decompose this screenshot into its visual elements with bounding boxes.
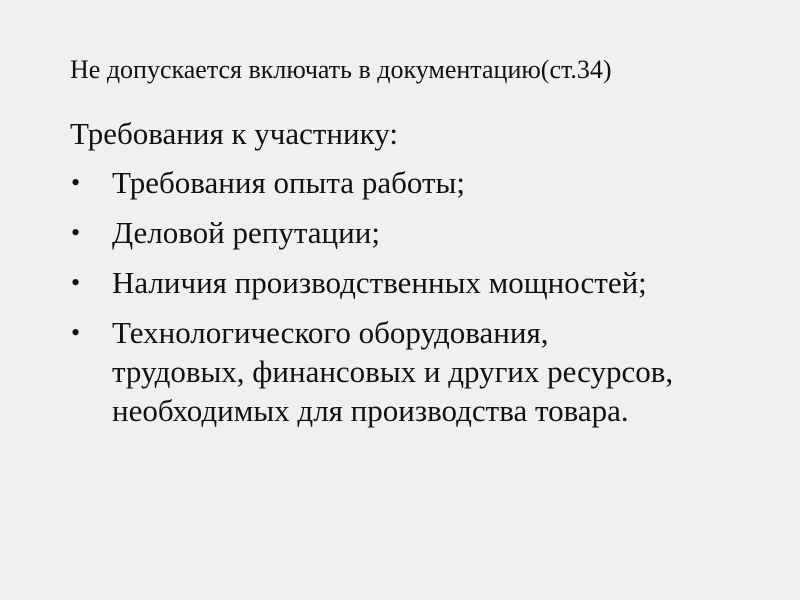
bullet-text: Технологического оборудования, трудовых, финансовых и других ресурсов, необходимых для производства товара.: [112, 315, 674, 428]
bullet-icon: •: [71, 318, 81, 347]
slide-title: Не допускается включать в документацию(ст.34): [70, 55, 612, 84]
bullet-icon: •: [71, 218, 81, 247]
bullet-item-capacity: [70, 263, 770, 302]
bullet-item-resources: [70, 313, 770, 430]
bullet-text: Деловой репутации;: [112, 215, 380, 250]
bullet-icon: •: [71, 168, 81, 197]
bullet-icon: •: [71, 268, 81, 297]
bullet-item-experience: [70, 163, 770, 202]
bullet-text: Требования опыта работы;: [112, 165, 465, 200]
bullet-list: [70, 163, 770, 441]
section-lead: Требования к участнику:: [70, 116, 398, 151]
bullet-item-reputation: [70, 213, 770, 252]
bullet-text: Наличия производственных мощностей;: [112, 265, 647, 300]
